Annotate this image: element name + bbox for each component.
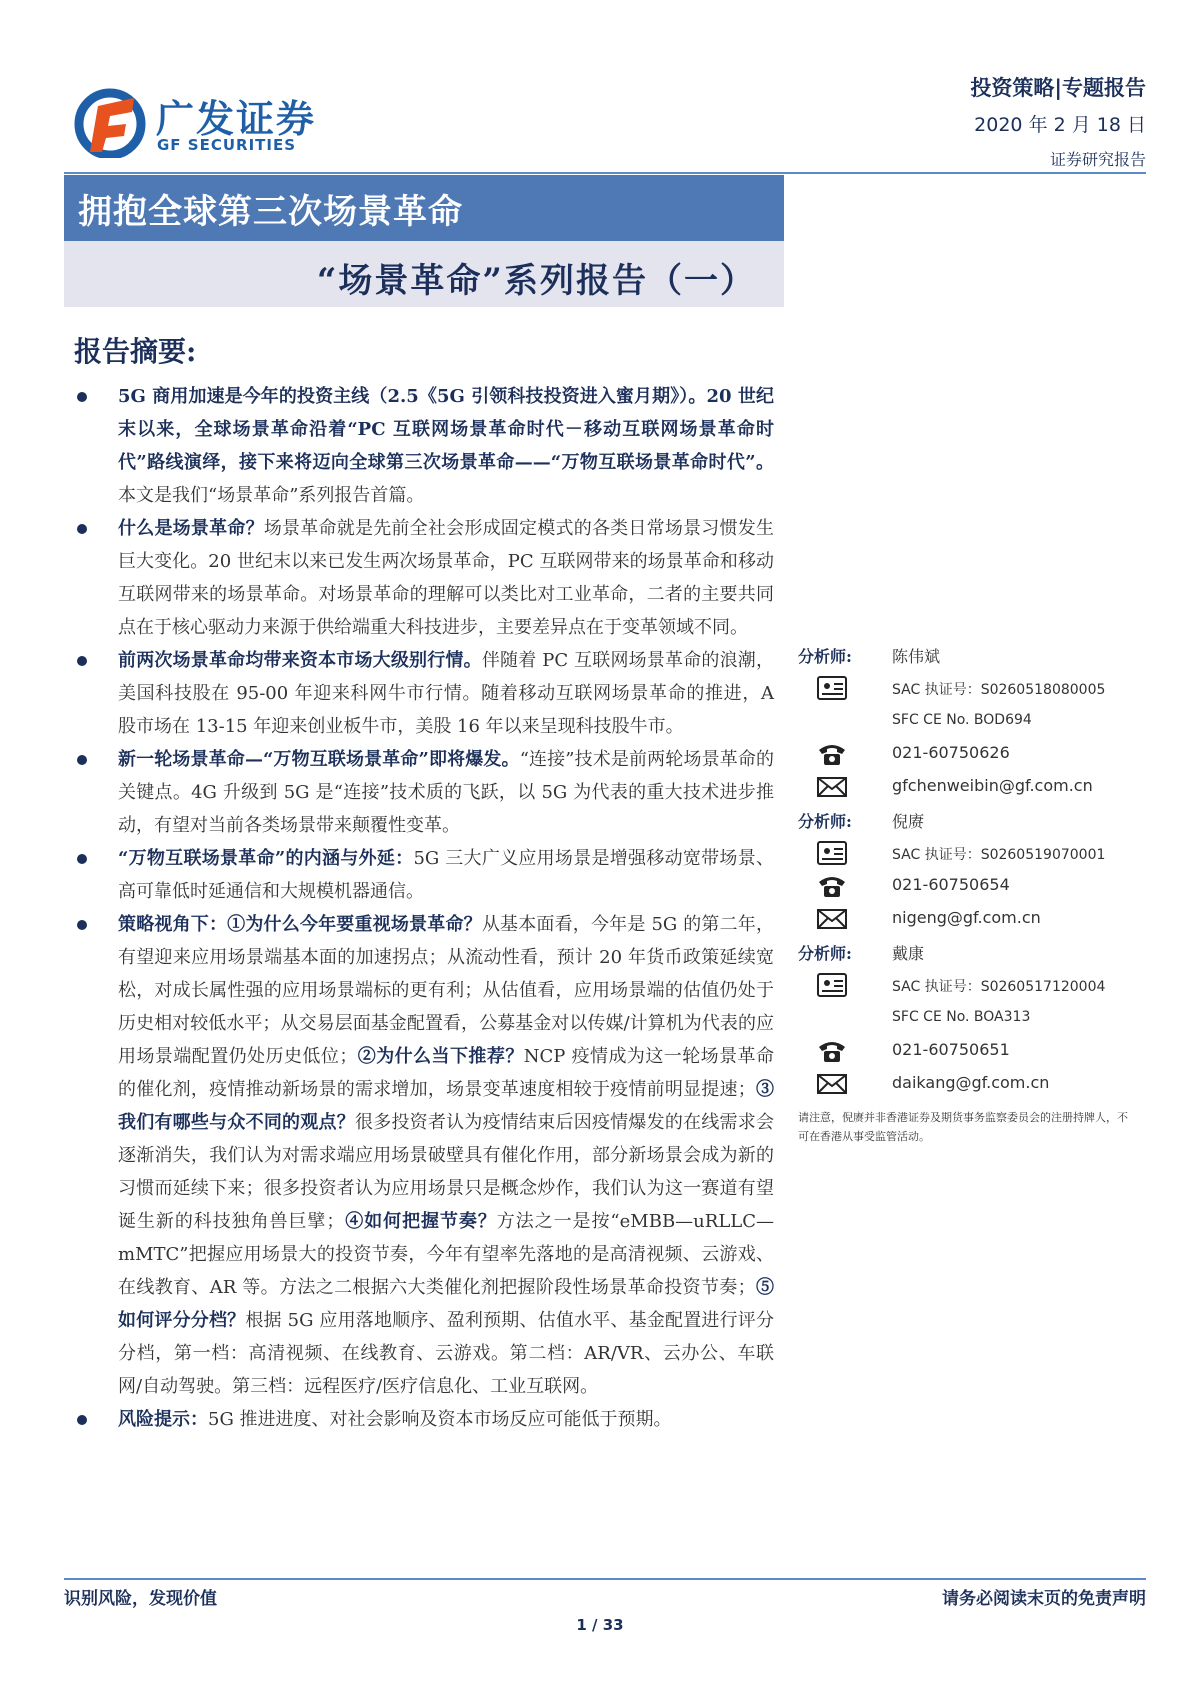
bullet-text: 很多投资者认为疫情结束后因疫情爆发的在线需求会逐渐消失，我们认为对需求端应用场景破壁具有催化作用，部分新场景会成为新的习惯而延续下来；很多投资者认为应用场景只是概念炒作，我们认为这一赛道有望诞生新的科技独角兽巨擘； <box>118 1112 775 1232</box>
page-subtitle: “场景革命”系列报告（一） <box>316 261 756 301</box>
analyst-sfc: SFC CE No. BOA313 <box>892 1009 1031 1025</box>
bullet-text: “连接”技术是前两轮场景革命的关键点。4G 升级到 5G 是“连接”技术质的飞跃，以 5G 为代表的重大技术进步推动，有望对当前各类场景带来颠覆性变革。 <box>118 749 774 836</box>
analyst-name: 戴康 <box>892 944 925 963</box>
bullet-lead: 前两次场景革命均带来资本市场大级别行情。 <box>118 650 482 671</box>
analyst-phone: 021-60750626 <box>892 743 1010 762</box>
bullet-dot-icon <box>77 656 87 666</box>
analyst-panel <box>798 638 1158 1146</box>
bullet-text: 根据 5G 应用落地顺序、盈利预期、估值水平、基金配置进行评分分档，第一档：高清视频、在线教育、云游戏。第二档：AR/VR、云办公、车联网/自动驾驶。第三档：远程医疗/医疗信息化、工业互联网。 <box>118 1310 774 1397</box>
bullet-text: 场景革命就是先前全社会形成固定模式的各类日常场景习惯发生巨大变化。20 世纪末以来已发生两次场景革命，PC 互联网带来的场景革命和移动互联网带来的场景革命。对场景革命的理解可以类比对工业革命，二者的主要共同点在于核心驱动力来源于供给端重大科技进步，主要差异点在于变革领域不同。 <box>118 518 774 638</box>
title-band <box>64 175 784 241</box>
bullet-dot-icon <box>77 1415 87 1425</box>
email-icon <box>816 773 848 801</box>
bullet-lead: 新一轮场景革命—“万物互联场景革命”即将爆发。 <box>118 749 520 770</box>
telephone-icon <box>816 1037 848 1065</box>
bullet-dot-icon <box>77 920 87 930</box>
bullet-dot-icon <box>77 392 87 402</box>
analyst-note: 请注意，倪赓并非香港证券及期货事务监察委员会的注册持牌人，不可在香港从事受监管活动。 <box>798 1111 1128 1143</box>
bullet-text: 从基本面看，今年是 5G 的第二年，有望迎来应用场景端基本面的加速拐点；从流动性看，预计 20 年货币政策延续宽松，对成长属性强的应用场景端标的更有利；从估值看，应用场景端的估值仍处于历史相对较低水平；从交易层面基金配置看，公募基金对以传媒/计算机为代表的应用场景端配置仍处历史低位； <box>118 914 774 1067</box>
report-type: 投资策略|专题报告 <box>970 76 1146 100</box>
bullet-text: 5G 三大广义应用场景是增强移动宽带场景、高可靠低时延通信和大规模机器通信。 <box>118 848 774 902</box>
summary-list <box>74 380 774 1436</box>
subtitle-band <box>64 241 784 307</box>
analyst-phone: 021-60750654 <box>892 875 1010 894</box>
gf-logo-icon <box>74 86 146 158</box>
analyst-sac: SAC 执证号：S0260517120004 <box>892 979 1106 995</box>
analyst-email[interactable]: nigeng@gf.com.cn <box>892 908 1041 927</box>
analyst-sac: SAC 执证号：S0260518080005 <box>892 682 1106 698</box>
bullet-lead: 风险提示： <box>118 1409 208 1430</box>
analyst-phone: 021-60750651 <box>892 1040 1010 1059</box>
page-number: 1 / 33 <box>576 1616 624 1634</box>
summary-bullet <box>74 644 774 743</box>
logo-chinese: 广发证券 <box>156 97 317 141</box>
analyst-label: 分析师: <box>798 944 852 963</box>
bullet-lead: “万物互联场景革命”的内涵与外延： <box>118 848 414 869</box>
summary-bullet <box>74 842 774 908</box>
telephone-icon <box>816 872 848 900</box>
email-icon <box>816 1070 848 1098</box>
email-icon <box>816 905 848 933</box>
bullet-lead: ④如何把握节奏？ <box>344 1211 497 1232</box>
summary-bullet <box>74 908 774 1403</box>
bullet-dot-icon <box>77 524 87 534</box>
summary-bullet <box>74 512 774 644</box>
bullet-text: NCP 疫情成为这一轮场景革命的催化剂，疫情推动新场景的需求增加，场景变革速度相较于疫情前明显提速； <box>118 1046 775 1100</box>
id-card-icon <box>816 674 848 702</box>
bullet-dot-icon <box>77 755 87 765</box>
analyst-sfc: SFC CE No. BOD694 <box>892 712 1032 728</box>
bullet-lead: ②为什么当下推荐？ <box>357 1046 524 1067</box>
bullet-lead: 策略视角下：①为什么今年要重视场景革命？ <box>118 914 482 935</box>
page-title: 拥抱全球第三次场景革命 <box>78 192 463 232</box>
telephone-icon <box>816 740 848 768</box>
logo-english: GF SECURITIES <box>157 136 297 154</box>
bullet-text: 方法之一是按“eMBB—uRLLC—mMTC”把握应用场景大的投资节奏，今年有望率先落地的是高清视频、云游戏、在线教育、AR 等。方法之二根据六大类催化剂把握阶段性场景革命投资节奏； <box>118 1211 774 1298</box>
footer-slogan: 识别风险，发现价值 <box>64 1589 217 1609</box>
bullet-lead: 5G 商用加速是今年的投资主线（2.5《5G 引领科技投资进入蜜月期》）。20 世纪末以来，全球场景革命沿着“PC 互联网场景革命时代－移动互联网场景革命时代”路线演绎，接下来将迈向全球第三次场景革命——“万物互联场景革命时代”。 <box>118 386 774 473</box>
analyst-sac: SAC 执证号：S0260519070001 <box>892 847 1106 863</box>
bullet-text: 5G 推进进度、对社会影响及资本市场反应可能低于预期。 <box>208 1409 672 1430</box>
gf-logo <box>74 86 404 166</box>
bullet-lead: ⑤如何评分分档？ <box>118 1277 775 1331</box>
id-card-icon <box>816 971 848 999</box>
bullet-dot-icon <box>77 854 87 864</box>
footer-divider <box>64 1578 1146 1580</box>
analyst-email[interactable]: daikang@gf.com.cn <box>892 1073 1050 1092</box>
analyst-name: 陈伟斌 <box>892 647 941 666</box>
bullet-text: 本文是我们“场景革命”系列报告首篇。 <box>118 485 425 506</box>
analyst-label: 分析师: <box>798 647 852 666</box>
bullet-lead: 什么是场景革命？ <box>118 518 264 539</box>
analyst-name: 倪赓 <box>892 812 925 831</box>
analyst-email[interactable]: gfchenweibin@gf.com.cn <box>892 776 1093 795</box>
footer-disclaimer: 请务必阅读末页的免责声明 <box>942 1589 1146 1609</box>
summary-bullet <box>74 1403 774 1436</box>
header-divider <box>64 172 1146 174</box>
summary-bullet <box>74 743 774 842</box>
bullet-lead: ③我们有哪些与众不同的观点？ <box>118 1079 775 1133</box>
report-date: 2020 年 2 月 18 日 <box>974 114 1146 136</box>
summary-heading: 报告摘要: <box>74 335 197 368</box>
id-card-icon <box>816 839 848 867</box>
header-meta <box>970 72 1146 170</box>
bullet-text: 伴随着 PC 互联网场景革命的浪潮，美国科技股在 95-00 年迎来科网牛市行情。随着移动互联网场景革命的推进，A 股市场在 13-15 年迎来创业板牛市，美股 16 年以来呈现科技股牛市。 <box>118 650 774 737</box>
summary-bullet <box>74 380 774 512</box>
analyst-label: 分析师: <box>798 812 852 831</box>
report-kind: 证券研究报告 <box>1049 150 1146 169</box>
